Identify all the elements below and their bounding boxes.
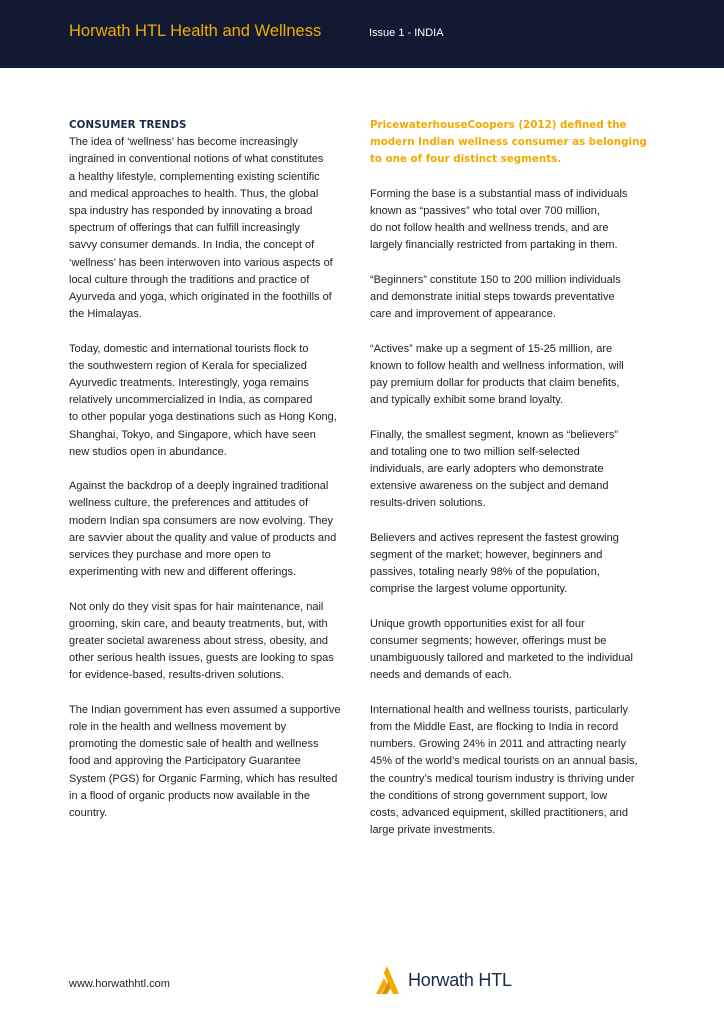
body-text-line: grooming, skin care, and beauty treatments, but, with (69, 617, 328, 630)
body-text-line: consumer segments; however, offerings must be (370, 635, 607, 647)
body-text-line: International health and wellness tourists, particularly (370, 703, 629, 716)
body-text-line: ingrained in conventional notions of what constitutes (69, 153, 324, 166)
issue-label: Issue 1 - INDIA (369, 27, 444, 39)
body-text-line: the Himalayas. (69, 308, 142, 321)
horwath-chevron-logo-icon (372, 964, 402, 996)
horwath-logo (372, 964, 532, 996)
pull-quote-line: modern Indian wellness consumer as belonging (370, 136, 647, 149)
body-text-line: the southwestern region of Kerala for specialized (69, 359, 307, 372)
body-text-line: and medical approaches to health. Thus, the global (69, 187, 319, 200)
body-text-line: spectrum of offerings that can fulfill increasingly (69, 222, 300, 235)
body-text-line: savvy consumer demands. In India, the concept of (69, 239, 315, 252)
body-text-line: from the Middle East, are flocking to India in record (370, 721, 619, 733)
body-text-line: other serious health issues, guests are looking to spas (69, 652, 334, 665)
pull-quote-line: to one of four distinct segments. (370, 153, 562, 166)
left-column (69, 117, 361, 822)
body-text-line: a healthy lifestyle, complementing existing scientific (69, 170, 320, 183)
body-text-line: extensive awareness on the subject and demand (370, 480, 609, 493)
body-text-line: segment of the market; however, beginners and (370, 549, 603, 561)
body-text-line: Not only do they visit spas for hair maintenance, nail (69, 600, 324, 613)
body-text-line: role in the health and wellness movement by (69, 721, 287, 734)
body-text-line: local culture through the traditions and practice of (69, 273, 310, 286)
paragraph-gap (370, 409, 662, 426)
body-text-line: modern Indian spa consumers are now evolving. They (69, 514, 333, 527)
body-text-line: and totaling one to two million self-selected (370, 445, 580, 458)
body-text-line: Believers and actives represent the fastest growing (370, 531, 619, 544)
body-text-line: experimenting with new and different offerings. (69, 566, 297, 579)
paragraph-gap (370, 685, 662, 702)
page-header (0, 0, 724, 68)
body-text-line: services they purchase and more open to (69, 549, 271, 562)
body-text-line: individuals, are early adopters who demonstrate (370, 463, 604, 475)
body-text-line: Shanghai, Tokyo, and Singapore, which have seen (69, 428, 316, 441)
body-text-line: Forming the base is a substantial mass of individuals (370, 187, 628, 200)
body-text-line: comprise the largest volume opportunity. (370, 583, 568, 596)
right-column (370, 117, 662, 839)
body-text-line: largely financially restricted from partaking in them. (370, 239, 618, 252)
section-heading: CONSUMER TRENDS (69, 119, 187, 131)
paragraph-gap (69, 581, 361, 598)
pull-quote-line: PricewaterhouseCoopers (2012) defined the (370, 119, 627, 131)
body-text-line: “Actives” make up a segment of 15-25 million, are (370, 342, 613, 355)
body-text-line: System (PGS) for Organic Farming, which has resulted (69, 772, 338, 785)
body-text-line: the conditions of strong government support, low (370, 789, 608, 802)
body-text-line: Ayurvedic treatments. Interestingly, yoga remains (69, 377, 309, 390)
body-text-line: do not follow health and wellness trends, and are (370, 222, 609, 235)
paragraph-gap (370, 599, 662, 616)
body-text-line: Today, domestic and international tourists flock to (69, 342, 309, 355)
body-text-line: wellness culture, the preferences and attitudes of (69, 497, 309, 510)
body-text-line: in a flood of organic products now available in the (69, 789, 310, 802)
body-text-line: and demonstrate initial steps towards preventative (370, 291, 615, 303)
body-text-line: for evidence-based, results-driven solutions. (69, 669, 285, 682)
body-text-line: Unique growth opportunities exist for all four (370, 617, 585, 630)
body-text-line: known as “passives” who total over 700 million, (370, 205, 600, 217)
body-text-line: pay premium dollar for products that claim benefits, (370, 377, 620, 389)
body-text-line: relatively uncommercialized in India, as compared (69, 394, 313, 407)
body-text-line: large private investments. (370, 824, 496, 837)
body-text-line: needs and demands of each. (370, 669, 512, 682)
paragraph-gap (370, 323, 662, 340)
paragraph-gap (370, 255, 662, 272)
body-text-line: The Indian government has even assumed a supportive (69, 703, 341, 716)
body-text-line: results-driven solutions. (370, 497, 486, 510)
logo-wordmark: Horwath HTL (408, 970, 512, 990)
website-link[interactable]: www.horwathhtl.com (69, 978, 170, 990)
body-text-line: numbers. Growing 24% in 2011 and attracting nearly (370, 738, 626, 751)
body-text-line: costs, advanced equipment, skilled practitioners, and (370, 807, 629, 820)
body-text-line: food and approving the Participatory Guarantee (69, 755, 301, 768)
body-text-line: ‘wellness’ has been interwoven into various aspects of (69, 256, 333, 269)
body-text-line: greater societal awareness about stress, obesity, and (69, 635, 329, 648)
body-text-line: Finally, the smallest segment, known as “believers” (370, 428, 619, 441)
body-text-line: promoting the domestic sale of health and wellness (69, 738, 319, 751)
body-text-line: known to follow health and wellness information, will (370, 359, 624, 372)
body-text-line: Ayurveda and yoga, which originated in the foothills of (69, 291, 332, 304)
body-text-line: “Beginners” constitute 150 to 200 million individuals (370, 273, 621, 286)
body-text-line: unambiguously tailored and marketed to the individual (370, 652, 633, 665)
body-text-line: and typically exhibit some brand loyalty. (370, 394, 564, 407)
body-text-line: country. (69, 807, 108, 820)
paragraph-gap (69, 461, 361, 478)
body-text-line: spa industry has responded by innovating a broad (69, 205, 313, 218)
body-text-line: passives, totaling nearly 98% of the population, (370, 566, 600, 579)
body-text-line: care and improvement of appearance. (370, 308, 556, 321)
paragraph-gap (69, 685, 361, 702)
body-text-line: The idea of ‘wellness’ has become increasingly (69, 136, 298, 149)
body-text-line: are savvier about the quality and value of products and (69, 531, 337, 544)
body-text-line: new studios open in abundance. (69, 445, 227, 458)
paragraph-gap (69, 323, 361, 340)
paragraph-gap (370, 169, 662, 186)
body-text-line: the country’s medical tourism industry is thriving under (370, 772, 635, 785)
body-text-line: Against the backdrop of a deeply ingrained traditional (69, 480, 329, 493)
body-text-line: to other popular yoga destinations such as Hong Kong, (69, 411, 337, 424)
publication-title: Horwath HTL Health and Wellness (69, 22, 322, 40)
paragraph-gap (370, 513, 662, 530)
body-text-line: 45% of the world’s medical tourists on an annual basis, (370, 755, 638, 768)
